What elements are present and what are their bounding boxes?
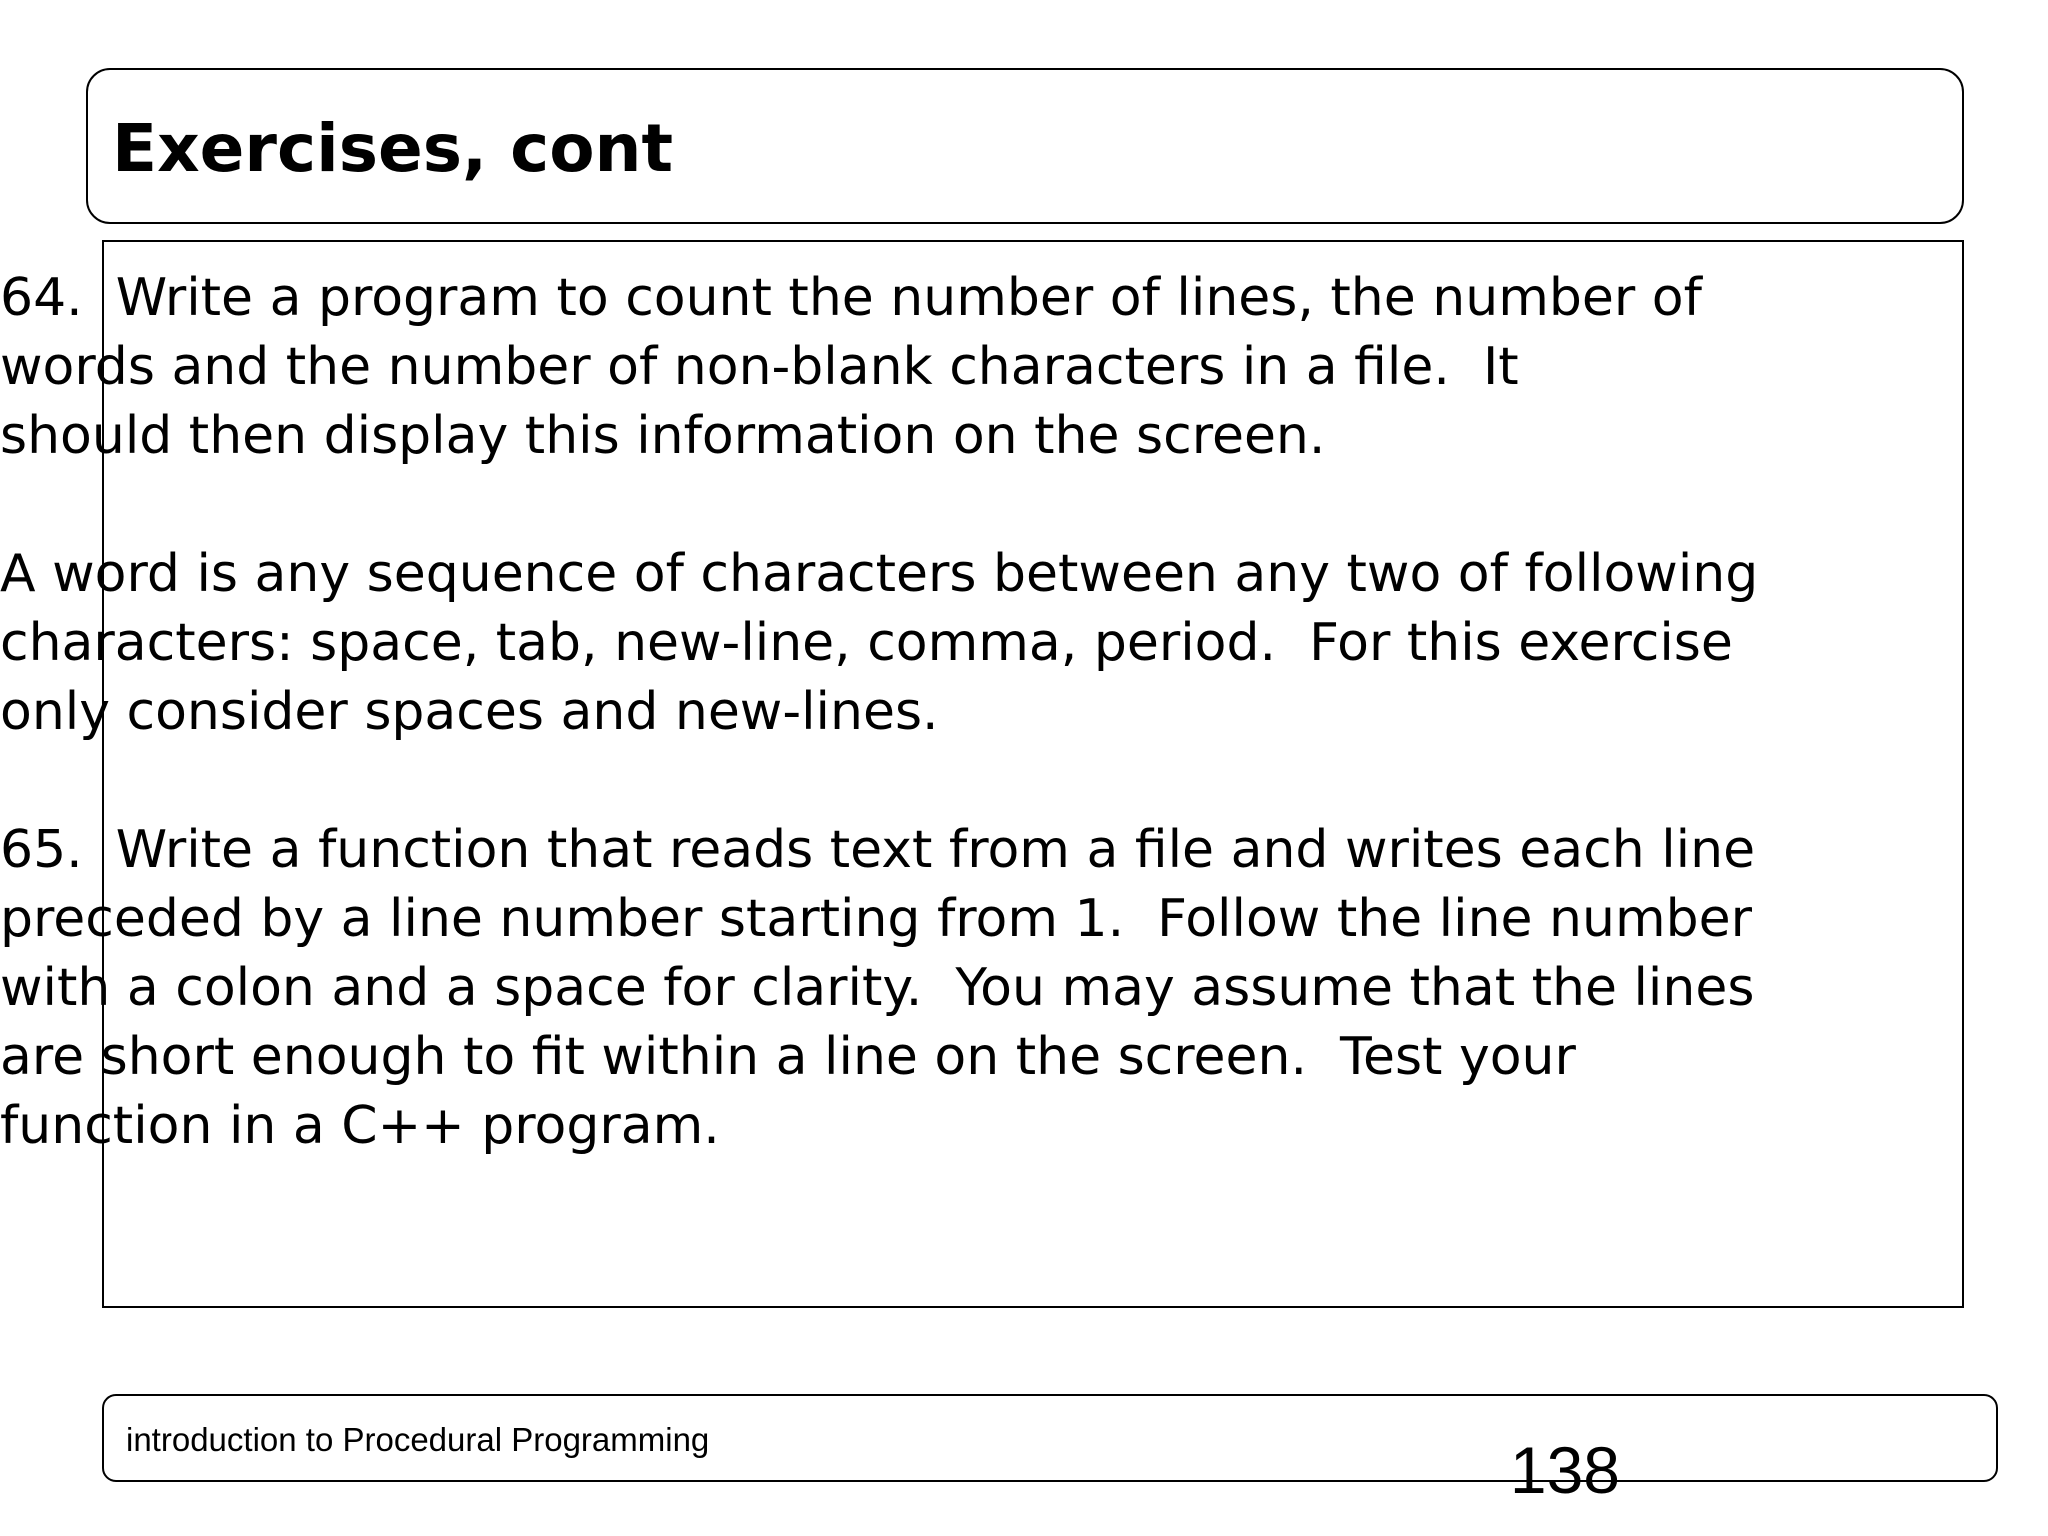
footer-course-title: introduction to Procedural Programming	[126, 1421, 710, 1458]
paragraph-gap	[0, 471, 1960, 540]
text-line: A word is any sequence of characters between any two of following	[0, 544, 1759, 604]
slide-title: Exercises, cont	[112, 110, 674, 187]
text-line: characters: space, tab, new-line, comma, period. For this exercise	[0, 613, 1733, 673]
text-line: words and the number of non-blank characters in a file. It	[0, 337, 1519, 397]
text-line: function in a C++ program.	[0, 1096, 720, 1156]
text-line: should then display this information on the screen.	[0, 406, 1326, 466]
text-line: 64. Write a program to count the number of lines, the number of	[0, 268, 1702, 328]
exercise-65-paragraph	[0, 816, 1960, 1161]
text-line: are short enough to fit within a line on the screen. Test your	[0, 1027, 1576, 1087]
text-line: only consider spaces and new-lines.	[0, 682, 939, 742]
exercise-64-paragraph	[0, 264, 1960, 471]
paragraph-gap	[0, 747, 1960, 816]
page-number: 138	[1509, 1433, 1620, 1507]
text-line: preceded by a line number starting from 1. Follow the line number	[0, 889, 1753, 949]
word-definition-paragraph	[0, 540, 1960, 747]
text-line: with a colon and a space for clarity. You may assume that the lines	[0, 958, 1755, 1018]
slide-body	[0, 264, 1960, 1161]
text-line: 65. Write a function that reads text from a file and writes each line	[0, 820, 1756, 880]
